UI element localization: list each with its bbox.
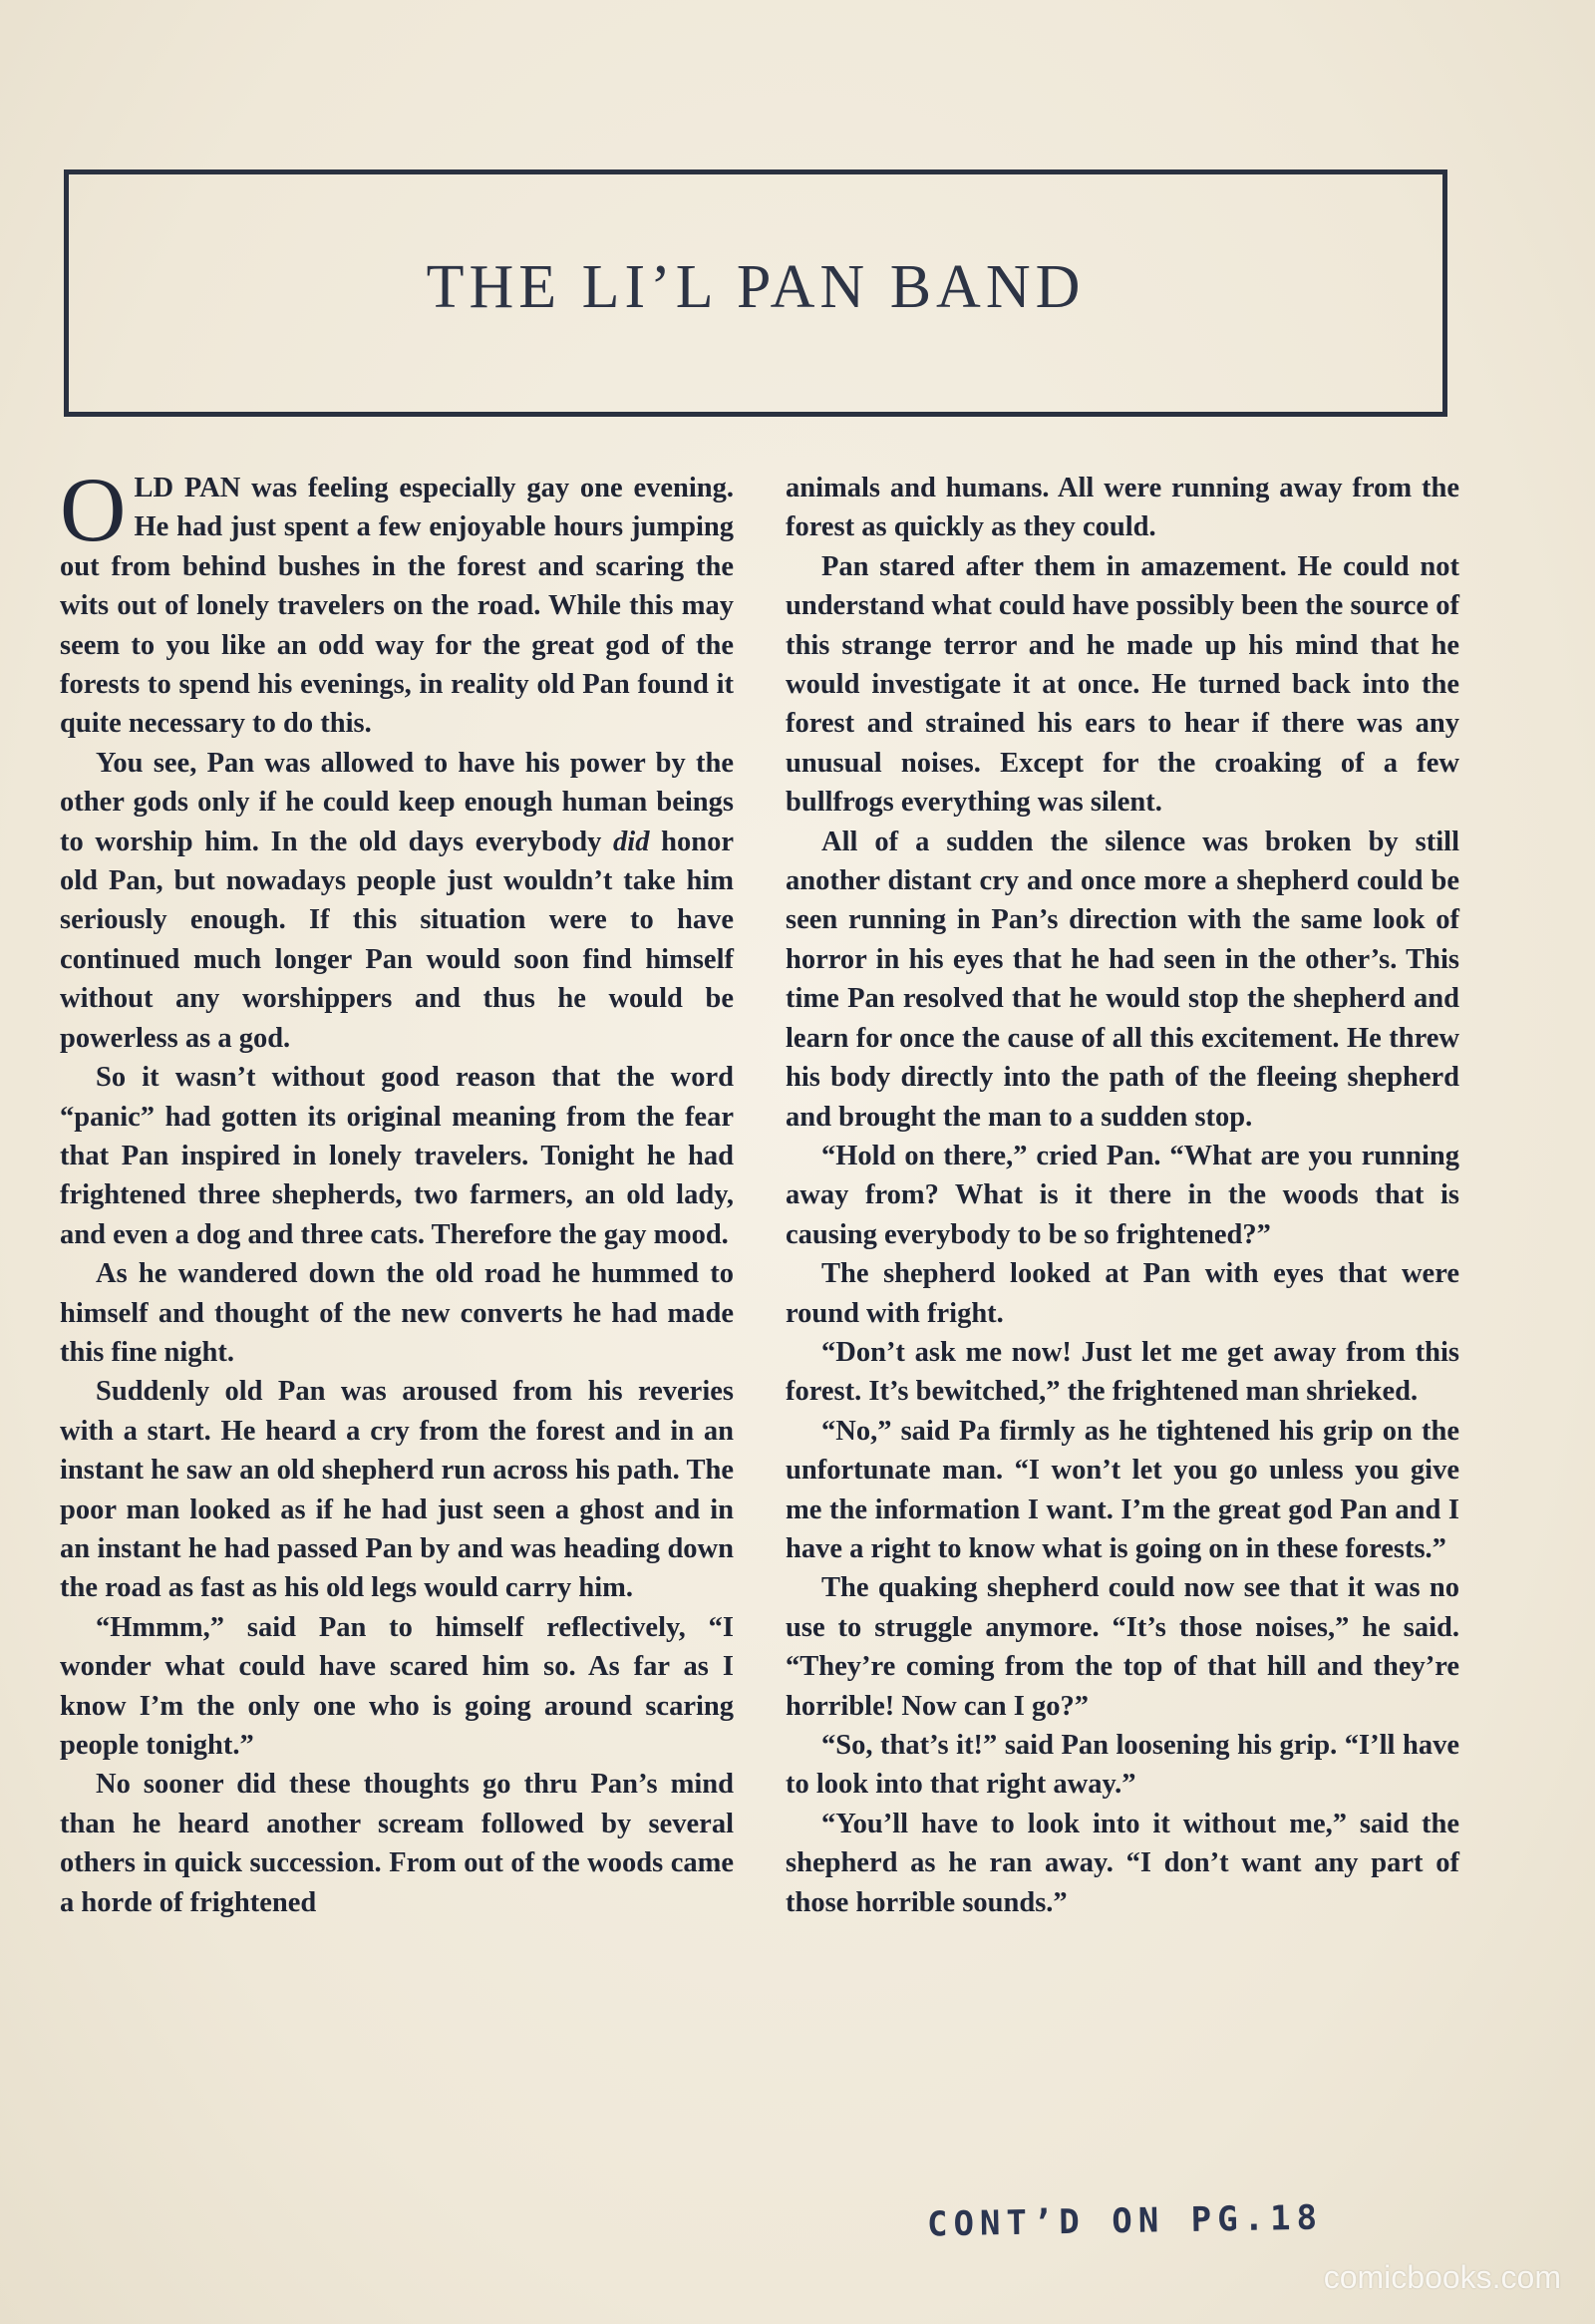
continued-note: CONT’D ON PG.18 xyxy=(926,2197,1324,2245)
paragraph-text: LD PAN was feeling especially gay one evening. He had just spent a few enjoyable hours jumping out from behind bushes in the forest and scaring the wits out of lonely travelers on the road. While this may seem to you like an odd way for the great god of the forests to spend his evenings, in reality old Pan found it quite necessary to do this. xyxy=(60,473,734,740)
title-box xyxy=(64,169,1447,417)
paragraph: Pan stared after them in amazement. He could not understand what could have possibly been the source of this strange terror and he made up his mind that he would investigate it at once. He turned back into the forest and strained his ears to hear if there was any unusual noises. Except for the croaking of a few bullfrogs everything was silent. xyxy=(786,550,1459,819)
paragraph: “Don’t ask me now! Just let me get away from this forest. It’s bewitched,” the frightened man shrieked. xyxy=(786,1336,1459,1408)
paragraph: You see, Pan was allowed to have his power by the other gods only if he could keep enough human beings to worship him. In the old days everybody did honor old Pan, but nowadays people just wouldn’t take him seriously enough. If this situation were to have continued much longer Pan would soon find himself without any worshippers and thus he would be powerless as a god. xyxy=(60,747,734,1054)
paragraph xyxy=(60,459,734,744)
watermark: comicbooks.com xyxy=(1323,2259,1561,2295)
paragraph: Suddenly old Pan was aroused from his reveries with a start. He heard a cry from the forest and in an instant he saw an old shepherd run across his path. The poor man looked as if he had just seen a ghost and in an instant he had passed Pan by and was heading down the road as fast as his old legs would carry him. xyxy=(60,1376,734,1604)
drop-cap: O xyxy=(60,459,127,560)
paragraph: “No,” said Pa firmly as he tightened his grip on the unfortunate man. “I won’t let you go unless you give me the information I want. I’m the great god Pan and I have a right to know what is going on in these forests.” xyxy=(786,1415,1459,1564)
paragraph: “You’ll have to look into it without me,” said the shepherd as he ran away. “I don’t want any part of those horrible sounds.” xyxy=(786,1808,1459,1918)
paragraph: animals and humans. All were running away from the forest as quickly as they could. xyxy=(786,473,1459,543)
paragraph: The shepherd looked at Pan with eyes that were round with fright. xyxy=(786,1258,1459,1329)
paragraph: The quaking shepherd could now see that it was no use to struggle anymore. “It’s those noises,” he said. “They’re coming from the top of that hill and they’re horrible! Now can I go?” xyxy=(786,1572,1459,1722)
paragraph: All of a sudden the silence was broken by still another distant cry and once more a shepherd could be seen running in Pan’s direction with the same look of horror in his eyes that he had seen in the other’s. This time Pan resolved that he would stop the shepherd and learn for once the cause of all this excitement. He threw his body directly into the path of the fleeing shepherd and brought the man to a sudden stop. xyxy=(786,826,1459,1133)
paragraph: “So, that’s it!” said Pan loosening his grip. “I’ll have to look into that right away.” xyxy=(786,1730,1459,1801)
paragraph: No sooner did these thoughts go thru Pan’s mind than he heard another scream followed by several others in quick succession. From out of the woods came a horde of frightened xyxy=(60,1769,734,1918)
right-column xyxy=(786,469,1459,1922)
left-column xyxy=(60,459,734,1922)
paragraph: So it wasn’t without good reason that the word “panic” had gotten its original meaning from the fear that Pan inspired in lonely travelers. Tonight he had frightened three shepherds, two farmers, an old lady, and even a dog and three cats. Therefore the gay mood. xyxy=(60,1062,734,1250)
paragraph: “Hmmm,” said Pan to himself reflectively, “I wonder what could have scared him so. As far as I know I’m the only one who is going around scaring people tonight.” xyxy=(60,1611,734,1761)
paragraph: “Hold on there,” cried Pan. “What are you running away from? What is it there in the woods that is causing everybody to be so frightened?” xyxy=(786,1140,1459,1250)
paragraph: As he wandered down the old road he hummed to himself and thought of the new converts he had made this fine night. xyxy=(60,1258,734,1368)
story-title: THE LI’L PAN BAND xyxy=(426,252,1086,321)
emphasis: did xyxy=(613,826,650,857)
